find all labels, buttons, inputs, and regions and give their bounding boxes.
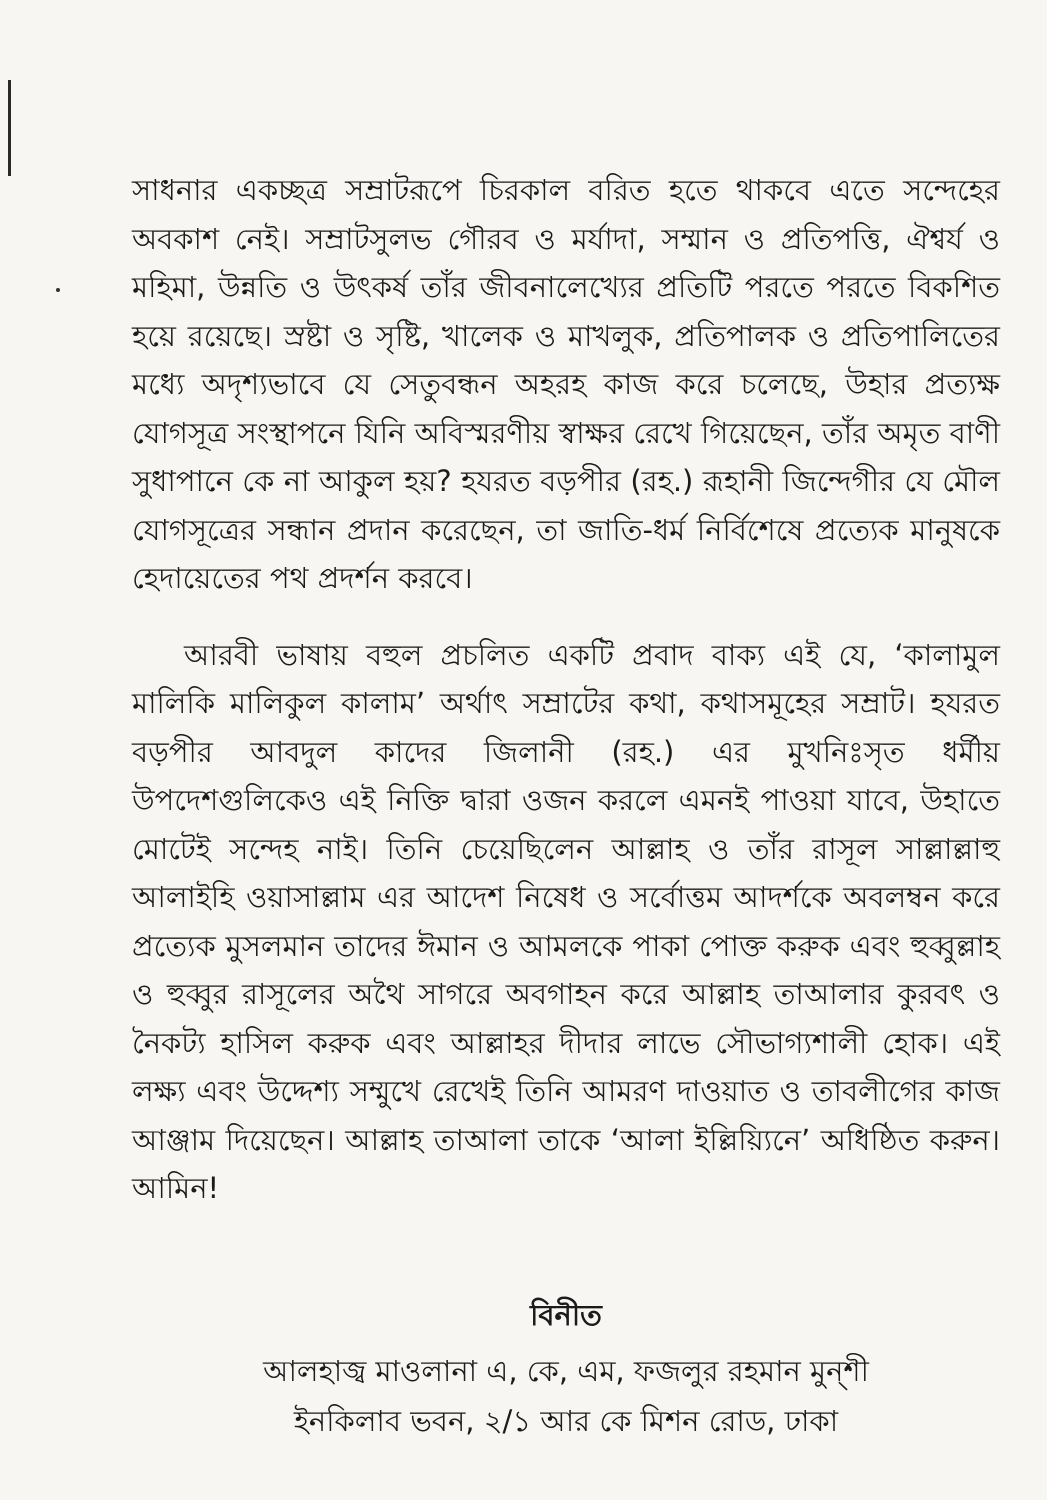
margin-dot — [56, 288, 60, 292]
signature-closing: বিনীত — [530, 1298, 602, 1332]
paragraph-2: আরবী ভাষায় বহুল প্রচলিত একটি প্রবাদ বাক্য এই যে, ‘কালামুল মালিকি মালিকুল কালাম’ অর্থাৎ সম্রাটের কথা, কথাসমূহের সম্রাট। হযরত বড়পীর আবদুল কাদের জিলানী (রহ.) এর মুখনিঃসৃত ধর্মীয় উপদেশগুলিকেও এই নিক্তি দ্বারা ওজন করলে এমনই পাওয়া যাবে, উহাতে মোটেই সন্দেহ নাই। তিনি চেয়েছিলেন আল্লাহ ও তাঁর রাসূল সাল্লাল্লাহু আলাইহি ওয়াসাল্লাম এর আদেশ নিষেধ ও সর্বোত্তম আদর্শকে অবলম্বন করে প্রত্যেক মুসলমান তাদের ঈমান ও আমলকে পাকা পোক্ত করুক এবং হুব্বুল্লাহ ও হুব্বুর রাসূলের অথৈ সাগরে অবগাহন করে আল্লাহ তাআলার কুরবৎ ও নৈকট্য হাসিল করুক এবং আল্লাহর দীদার লাভে সৌভাগ্যশালী হোক। এই লক্ষ্য এবং উদ্দেশ্য সম্মুখে রেখেই তিনি আমরণ দাওয়াত ও তাবলীগের কাজ আঞ্জাম দিয়েছেন। আল্লাহ তাআলা তাকে ‘আলা ইল্লিয়্যিনে’ অধিষ্ঠিত করুন। আমিন! — [132, 637, 1000, 1205]
paragraph-1: সাধনার একচ্ছত্র সম্রাটরূপে চিরকাল বরিত হতে থাকবে এতে সন্দেহের অবকাশ নেই। সম্রাটসুলভ গৌরব ও মর্যাদা, সম্মান ও প্রতিপত্তি, ঐশ্বর্য ও মহিমা, উন্নতি ও উৎকর্ষ তাঁর জীবনালেখ্যের প্রতিটি পরতে পরতে বিকশিত হয়ে রয়েছে। স্রষ্টা ও সৃষ্টি, খালেক ও মাখলুক, প্রতিপালক ও প্রতিপালিতের মধ্যে অদৃশ্যভাবে যে সেতুবন্ধন অহরহ কাজ করে চলেছে, উহার প্রত্যক্ষ যোগসূত্র সংস্থাপনে যিনি অবিস্মরণীয় স্বাক্ষর রেখে গিয়েছেন, তাঁর অমৃত বাণী সুধাপানে কে না আকুল হয়? হযরত বড়পীর (রহ.) রূহানী জিন্দেগীর যে মৌল যোগসূত্রের সন্ধান প্রদান করেছেন, তা জাতি-ধর্ম নির্বিশেষে প্রত্যেক মানুষকে হেদায়েতের পথ প্রদর্শন করবে। — [132, 173, 1000, 595]
signature-block — [132, 1290, 1000, 1446]
document-body — [132, 166, 1000, 1213]
signature-name: আলহাজ্ব মাওলানা এ, কে, এম, ফজলুর রহমান মুন্শী — [263, 1354, 869, 1388]
signature-address: ইনকিলাব ভবন, ২/১ আর কে মিশন রোড, ঢাকা — [293, 1404, 839, 1438]
page-edge-shadow — [8, 80, 11, 176]
